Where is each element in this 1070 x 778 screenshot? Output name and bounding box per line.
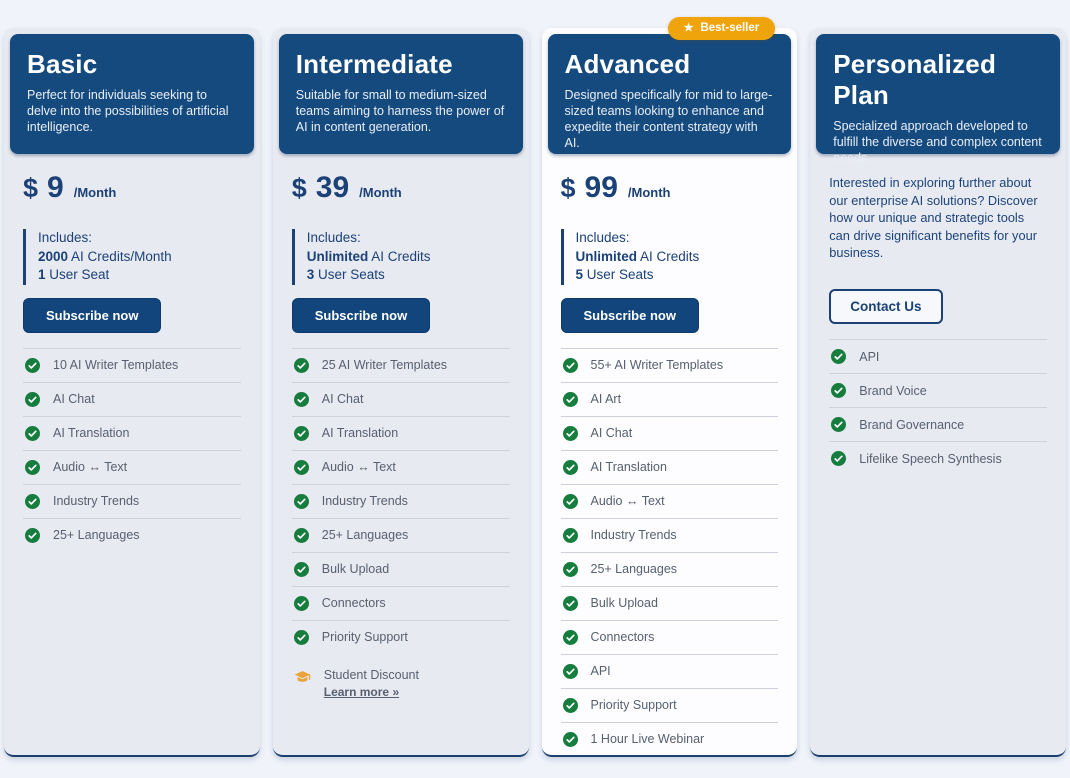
feature-item [561, 382, 779, 416]
feature-item [292, 484, 510, 518]
feature-item [292, 620, 510, 654]
price-currency: $ [560, 173, 576, 203]
check-icon [563, 596, 578, 611]
check-icon [294, 460, 309, 475]
feature-item [292, 518, 510, 552]
plan-description: Specialized approach developed to fulfill the diverse and complex content needs. [833, 119, 1042, 165]
plan-body [816, 174, 1060, 475]
includes-block [561, 229, 779, 285]
feature-list [829, 339, 1047, 475]
feature-item [561, 586, 779, 620]
subscribe-button[interactable]: Subscribe now [292, 298, 430, 333]
feature-label: Brand Governance [859, 417, 965, 432]
feature-label: Audio ↔ Text [590, 494, 665, 508]
feature-item [23, 348, 241, 382]
check-icon [563, 426, 578, 441]
plan-card-personalized [810, 28, 1066, 757]
check-icon [831, 451, 846, 466]
feature-list [561, 348, 779, 756]
check-icon [294, 494, 309, 509]
check-icon [563, 460, 578, 475]
badge-label: Best-seller [700, 22, 760, 34]
includes-lines [38, 248, 241, 285]
feature-item [561, 620, 779, 654]
check-icon [294, 596, 309, 611]
price-period: /Month [73, 185, 117, 200]
include-line: 5 User Seats [575, 267, 654, 282]
includes-lines [307, 248, 510, 285]
check-icon [25, 528, 40, 543]
check-icon [294, 528, 309, 543]
feature-item [292, 416, 510, 450]
plan-title: Advanced [564, 49, 691, 79]
check-icon [25, 426, 40, 441]
feature-item [829, 339, 1047, 373]
check-icon [563, 494, 578, 509]
student-discount-text [324, 668, 419, 701]
feature-label: AI Chat [53, 392, 95, 406]
feature-item [292, 450, 510, 484]
includes-block [292, 229, 510, 285]
feature-label: AI Translation [321, 426, 399, 440]
check-icon [25, 358, 40, 373]
subscribe-button[interactable]: Subscribe now [561, 298, 699, 333]
include-line: Unlimited AI Credits [306, 248, 431, 264]
check-icon [563, 562, 578, 577]
feature-item [23, 416, 241, 450]
includes-lines [576, 248, 779, 285]
includes-label: Includes: [306, 230, 361, 245]
feature-label: Connectors [321, 596, 386, 610]
feature-label: 25+ Languages [590, 562, 678, 576]
plan-description: Suitable for small to medium-sized teams aiming to harness the power of AI in content generation. [295, 88, 505, 134]
check-icon [294, 426, 309, 441]
feature-label: Brand Voice [859, 383, 927, 398]
include-line: 1 User Seat [38, 267, 110, 282]
feature-label: Connectors [590, 630, 655, 644]
student-discount-label: Student Discount [323, 667, 419, 682]
feature-list [292, 348, 510, 654]
check-icon [25, 392, 40, 407]
price-amount: 99 [584, 171, 618, 204]
feature-label: AI Translation [53, 426, 130, 440]
check-icon [25, 494, 40, 509]
feature-list [23, 348, 241, 552]
best-seller-badge [668, 17, 776, 40]
price-amount: 39 [315, 171, 350, 204]
feature-item [23, 484, 241, 518]
plan-title: Basic [27, 49, 98, 79]
feature-item [829, 407, 1047, 441]
feature-label: 25 AI Writer Templates [321, 358, 448, 372]
includes-label: Includes: [575, 230, 630, 245]
feature-label: Audio ↔ Text [53, 460, 128, 474]
feature-label: 55+ AI Writer Templates [590, 358, 724, 372]
check-icon [563, 528, 578, 543]
feature-label: Industry Trends [321, 494, 408, 508]
feature-item [561, 484, 779, 518]
feature-item [561, 654, 779, 688]
feature-label: 10 AI Writer Templates [53, 358, 179, 372]
feature-label: AI Chat [590, 426, 633, 440]
star-icon: ★ [683, 21, 694, 34]
feature-item [561, 348, 779, 382]
price-currency: $ [23, 173, 39, 203]
feature-label: Bulk Upload [321, 562, 390, 576]
feature-label: 25+ Languages [53, 528, 140, 542]
check-icon [294, 562, 309, 577]
feature-item [23, 382, 241, 416]
check-icon [563, 630, 578, 645]
feature-item [829, 441, 1047, 475]
plan-card-intermediate [273, 28, 529, 757]
feature-item [561, 722, 779, 756]
plan-body [548, 171, 792, 756]
student-discount [292, 666, 510, 703]
feature-item [561, 552, 779, 586]
plan-body [279, 171, 523, 703]
feature-item [829, 373, 1047, 407]
plan-description: Perfect for individuals seeking to delve into the possibilities of artificial intelligence. [27, 88, 229, 134]
subscribe-button[interactable]: Subscribe now [23, 298, 161, 333]
plan-title: Personalized Plan [833, 49, 997, 110]
plan-description: Designed specifically for mid to large-sized teams looking to enhance and expedite their content strategy with AI. [564, 88, 773, 150]
feature-label: Industry Trends [53, 494, 140, 508]
check-icon [563, 732, 578, 747]
feature-label: API [590, 664, 611, 678]
check-icon [831, 383, 846, 398]
feature-label: API [859, 349, 880, 364]
includes-label: Includes: [38, 230, 93, 245]
plan-header [816, 34, 1060, 165]
check-icon [563, 358, 578, 373]
include-line: 3 User Seats [306, 267, 385, 282]
learn-more-link[interactable]: Learn more » [323, 684, 400, 699]
check-icon [294, 358, 309, 373]
plan-card-basic [4, 28, 260, 757]
feature-label: AI Art [590, 392, 622, 406]
price-currency: $ [291, 173, 307, 203]
price [561, 171, 779, 205]
include-line: Unlimited AI Credits [575, 248, 700, 264]
plan-header [10, 34, 254, 154]
plan-header [548, 34, 792, 154]
feature-item [292, 382, 510, 416]
price-period: /Month [359, 185, 402, 200]
check-icon [563, 698, 578, 713]
plan-card-advanced [542, 21, 798, 757]
includes-block [23, 229, 241, 285]
graduation-cap-icon [294, 669, 311, 686]
feature-item [292, 348, 510, 382]
feature-label: Audio ↔ Text [321, 460, 396, 474]
check-icon [831, 417, 846, 432]
feature-label: Priority Support [321, 630, 408, 644]
feature-label: AI Chat [321, 392, 364, 406]
check-icon [25, 460, 40, 475]
feature-label: Bulk Upload [590, 596, 658, 610]
plan-header [279, 34, 523, 154]
price [292, 171, 510, 205]
include-line: 2000 AI Credits/Month [38, 248, 172, 264]
feature-label: 1 Hour Live Webinar [590, 732, 705, 746]
plan-body [10, 171, 254, 552]
feature-label: Lifelike Speech Synthesis [859, 451, 1002, 466]
check-icon [563, 392, 578, 407]
feature-item [561, 450, 779, 484]
feature-label: AI Translation [590, 460, 667, 474]
check-icon [563, 664, 578, 679]
feature-label: Priority Support [590, 698, 677, 712]
check-icon [294, 630, 309, 645]
feature-item [23, 450, 241, 484]
feature-item [561, 518, 779, 552]
feature-item [292, 552, 510, 586]
feature-item [23, 518, 241, 552]
check-icon [294, 392, 309, 407]
contact-us-button[interactable]: Contact Us [829, 289, 942, 324]
feature-item [561, 416, 779, 450]
plan-title: Intermediate [295, 49, 453, 79]
price-amount: 9 [47, 171, 64, 204]
enterprise-pitch: Interested in exploring further about our enterprise AI solutions? Discover how our unique and strategic tools can drive significant benefits for your business. [829, 175, 1038, 260]
feature-item [561, 688, 779, 722]
feature-label: Industry Trends [590, 528, 677, 542]
price [23, 171, 241, 205]
price-period: /Month [627, 185, 671, 200]
check-icon [831, 349, 846, 364]
feature-label: 25+ Languages [321, 528, 409, 542]
feature-item [292, 586, 510, 620]
